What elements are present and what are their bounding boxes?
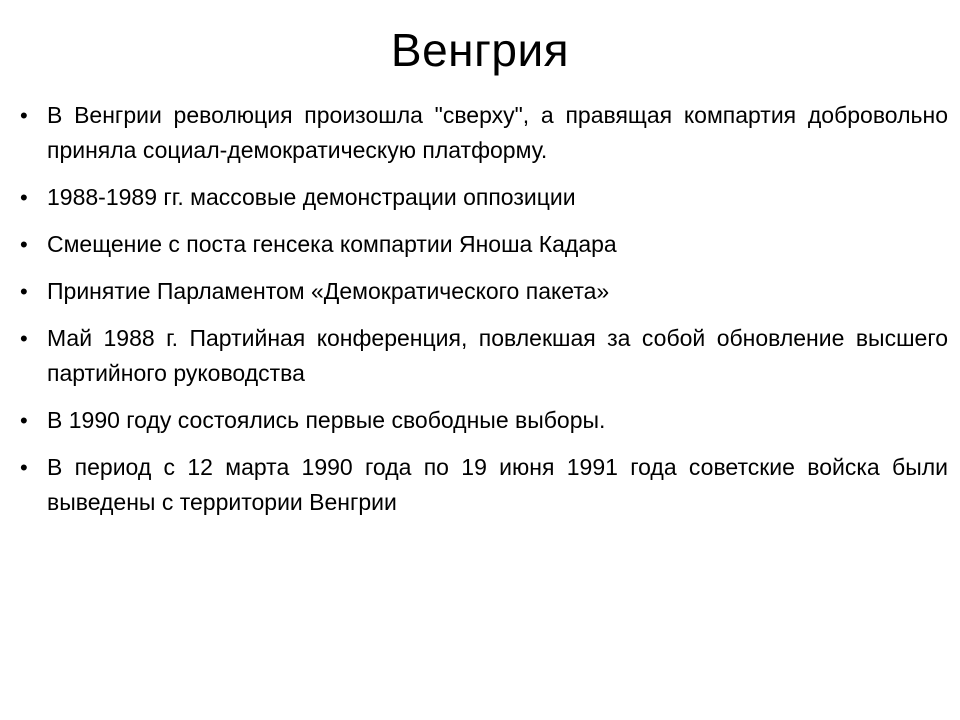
bullet-text: В период с 12 марта 1990 года по 19 июня 1991 года советские войска были выведены с территории Венгрии — [47, 454, 948, 515]
bullet-text: Смещение с поста генсека компартии Яноша Кадара — [47, 231, 617, 257]
slide-title: Венгрия — [390, 24, 570, 76]
bullet-icon: • — [20, 408, 28, 433]
bullet-text: 1988-1989 гг. массовые демонстрации оппозиции — [47, 184, 576, 210]
bullet-icon: • — [20, 103, 28, 128]
bullet-item — [20, 180, 948, 215]
bullet-icon: • — [20, 185, 28, 210]
bullet-item — [20, 403, 948, 438]
bullet-item — [20, 98, 948, 168]
bullet-text: В Венгрии революция произошла "сверху", а правящая компартия добровольно приняла социал-демократическую платформу. — [47, 102, 948, 163]
bullet-list — [20, 98, 948, 532]
bullet-icon: • — [20, 232, 28, 257]
bullet-icon: • — [20, 326, 28, 351]
bullet-text: Май 1988 г. Партийная конференция, повлекшая за собой обновление высшего партийного руководства — [47, 325, 948, 386]
bullet-text: Принятие Парламентом «Демократического пакета» — [47, 278, 610, 304]
bullet-item — [20, 450, 948, 520]
bullet-icon: • — [20, 455, 28, 480]
bullet-icon: • — [20, 279, 28, 304]
bullet-text: В 1990 году состоялись первые свободные выборы. — [47, 407, 606, 433]
bullet-item — [20, 227, 948, 262]
bullet-item — [20, 274, 948, 309]
bullet-item — [20, 321, 948, 391]
